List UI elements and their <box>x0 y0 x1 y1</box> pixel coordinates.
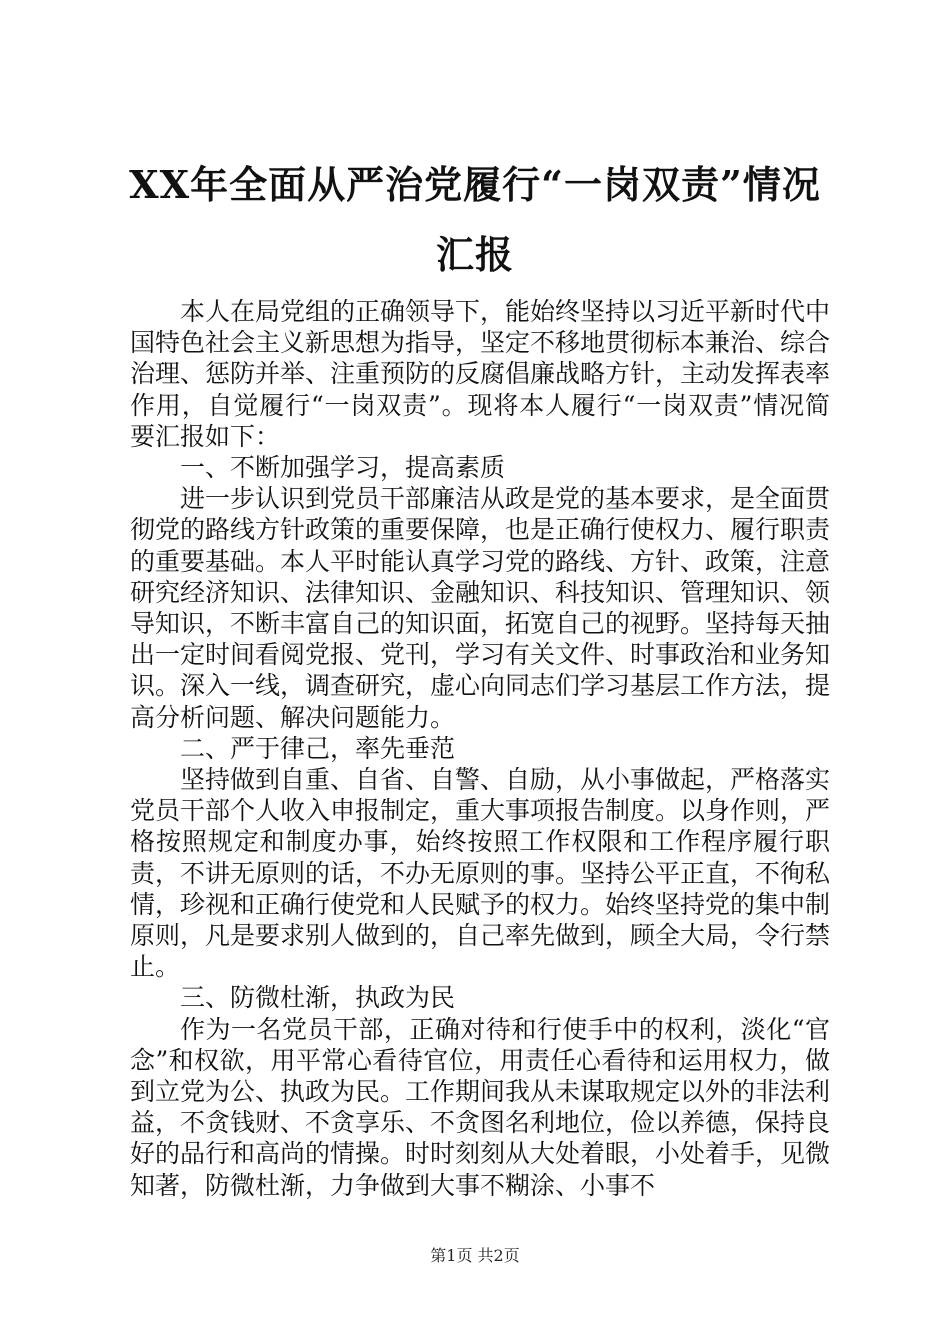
section-heading-3: 三、防微杜渐，执政为民 <box>180 983 456 1013</box>
paragraph-intro: 本人在局党组的正确领导下，能始终坚持以习近平新时代中国特色社会主义新思想为指导，坚定不移地贯彻标本兼治、综合治理、惩防并举、注重预防的反腐倡廉战略方针，主动发挥表率作用，自觉履行“一岗双责”。现将本人履行“一岗双责”情况简要汇报如下： <box>130 297 831 451</box>
section-heading-1: 一、不断加强学习，提高素质 <box>180 453 506 483</box>
document-body <box>130 296 830 1201</box>
page-number-footer: 第1页 共2页 <box>430 1246 520 1265</box>
section-heading-2: 二、严于律己，率先垂范 <box>180 733 456 763</box>
paragraph-section-3: 作为一名党员干部，正确对待和行使手中的权利，淡化“官念”和权欲，用平常心看待官位，用责任心看待和运用权力，做到立党为公、执政为民。工作期间我从未谋取规定以外的非法利益，不贪钱财、不贪享乐、不贪图名利地位，俭以养德，保持良好的品行和高尚的情操。时时刻刻从大处着眼，小处着手，见微知著，防微杜渐，力争做到大事不糊涂、小事不 <box>130 1014 831 1200</box>
paragraph-section-2: 坚持做到自重、自省、自警、自励，从小事做起，严格落实党员干部个人收入申报制定，重大事项报告制度。以身作则，严格按照规定和制度办事，始终按照工作权限和工作程序履行职责，不讲无原则的话，不办无原则的事。坚持公平正直，不徇私情，珍视和正确行使党和人民赋予的权力。始终坚持党的集中制原则，凡是要求别人做到的，自己率先做到，顾全大局，令行禁止。 <box>130 765 831 982</box>
document-title: XX年全面从严治党履行“一岗双责”情况汇报 <box>129 162 821 277</box>
paragraph-section-1: 进一步认识到党员干部廉洁从政是党的基本要求，是全面贯彻党的路线方针政策的重要保障，也是正确行使权力、履行职责的重要基础。本人平时能认真学习党的路线、方针、政策，注意研究经济知识、法律知识、金融知识、科技知识、管理知识、领导知识，不断丰富自己的知识面，拓宽自己的视野。坚持每天抽出一定时间看阅党报、党刊，学习有关文件、时事政治和业务知识。深入一线，调查研究，虚心向同志们学习基层工作方法，提高分析问题、解决问题能力。 <box>130 484 831 732</box>
